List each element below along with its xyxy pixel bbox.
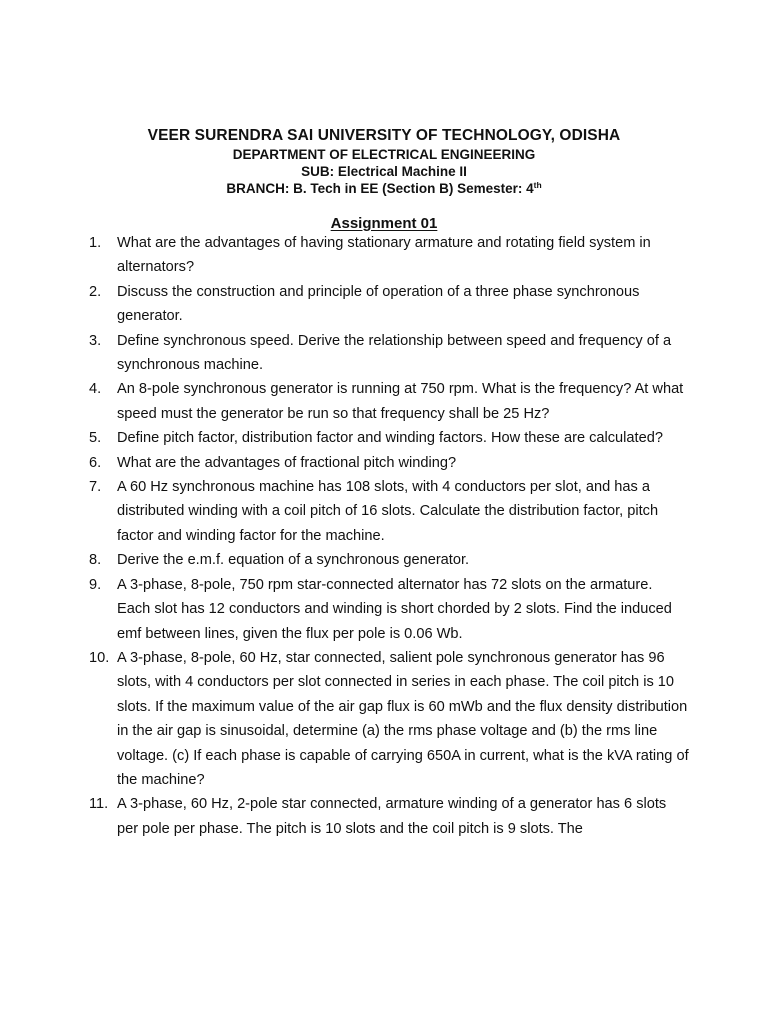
question-text: Define pitch factor, distribution factor and winding factors. How these are calculated? bbox=[117, 430, 663, 447]
question-text: Derive the e.m.f. equation of a synchronous generator. bbox=[117, 552, 470, 569]
question-item bbox=[89, 377, 689, 426]
question-text: Discuss the construction and principle of operation of a three phase synchronous generator. bbox=[117, 283, 640, 325]
question-number: 9. bbox=[89, 576, 102, 593]
question-number: 1. bbox=[89, 235, 102, 251]
question-item bbox=[89, 548, 689, 572]
question-number: 6. bbox=[89, 454, 102, 471]
question-item bbox=[89, 475, 689, 548]
assignment-title-text: Assignment 01 bbox=[330, 215, 438, 232]
question-item bbox=[89, 231, 689, 280]
question-number: 5. bbox=[89, 430, 102, 447]
question-list bbox=[89, 231, 689, 841]
question-number: 4. bbox=[89, 381, 102, 398]
question-item bbox=[89, 646, 689, 792]
question-item bbox=[89, 426, 689, 450]
question-item bbox=[89, 280, 689, 329]
question-number: 2. bbox=[89, 283, 102, 300]
department-name: DEPARTMENT OF ELECTRICAL ENGINEERING bbox=[232, 147, 536, 162]
question-number: 8. bbox=[89, 552, 102, 569]
subject-line: SUB: Electrical Machine II bbox=[301, 164, 467, 179]
question-text: What are the advantages of fractional pitch winding? bbox=[117, 454, 457, 471]
question-text: What are the advantages of having stationary armature and rotating field system in alternators? bbox=[117, 235, 651, 276]
question-text: A 3-phase, 8-pole, 60 Hz, star connected, salient pole synchronous generator has 96 slots, with 4 conductors per slot connected in series in each phase. The coil pitch is 10 slots. If the maximum value of the air gap flux is 60 mWb and the flux density distribution in the air gap is sinusoidal, determine (a) the rms phase voltage and (b) the rms line voltage. (c) If each phase is capable of carrying 650A in current, what is the kVA rating of the machine? bbox=[117, 649, 689, 788]
question-item bbox=[89, 329, 689, 378]
question-text: A 3-phase, 8-pole, 750 rpm star-connected alternator has 72 slots on the armature. Each slot has 12 conductors and winding is short chorded by 2 slots. Find the induced emf between lines, given the flux per pole is 0.06 Wb. bbox=[117, 576, 672, 642]
university-name: VEER SURENDRA SAI UNIVERSITY OF TECHNOLOGY, ODISHA bbox=[147, 127, 621, 144]
question-number: 10. bbox=[89, 649, 110, 666]
question-number: 3. bbox=[89, 332, 102, 349]
document-header bbox=[0, 126, 768, 197]
semester-superscript: th bbox=[533, 180, 542, 190]
question-text: An 8-pole synchronous generator is running at 750 rpm. What is the frequency? At what speed must the generator be run so that frequency shall be 25 Hz? bbox=[117, 381, 684, 422]
question-text: A 3-phase, 60 Hz, 2-pole star connected, armature winding of a generator has 6 slots per pole per phase. The pitch is 10 slots and the coil pitch is 9 slots. The bbox=[117, 796, 667, 837]
question-item bbox=[89, 573, 689, 646]
question-number: 11. bbox=[89, 796, 109, 813]
branch-text: BRANCH: B. Tech in EE (Section B) Semester: 4 bbox=[226, 181, 534, 196]
question-item bbox=[89, 451, 689, 475]
question-text: A 60 Hz synchronous machine has 108 slots, with 4 conductors per slot, and has a distributed winding with a coil pitch of 16 slots. Calculate the distribution factor, pitch factor and winding factor for the machine. bbox=[117, 479, 659, 544]
branch-line bbox=[0, 180, 768, 197]
question-number: 7. bbox=[89, 479, 102, 496]
question-item bbox=[89, 792, 689, 841]
question-text: Define synchronous speed. Derive the relationship between speed and frequency of a synchronous machine. bbox=[117, 332, 672, 374]
